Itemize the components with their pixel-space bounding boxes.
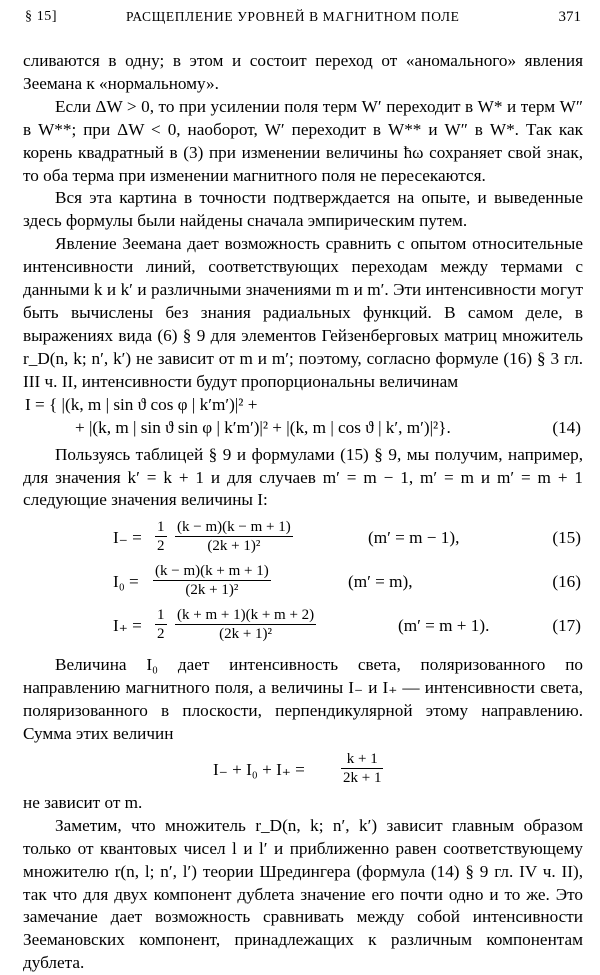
equation-16-lhs: I₀ = (113, 572, 139, 592)
equation-17-denominator: (2k + 1)² (219, 626, 273, 643)
equation-17-number: (17) (552, 616, 581, 636)
equation-17 (23, 604, 583, 648)
equation-14-part-2: + |(k, m | sin ϑ sin φ | k′m′)|² + |(k, m | cos ϑ | k′, m′)|²}. (75, 417, 451, 437)
equation-15-number: (15) (552, 528, 581, 548)
running-header (23, 9, 583, 33)
equation-15-fraction (175, 518, 293, 555)
page-number: 371 (558, 9, 581, 25)
paragraph-7: не зависит от m. (23, 792, 143, 812)
equation-15-lhs: I₋ = (113, 528, 142, 548)
paragraph-2: Если ΔW > 0, то при усилении поля терм W′ переходит в W* и терм W″ в W**; при ΔW < 0, наоборот, W′ переходит в W** и W″ в W*. Так как корень квадратный в (3) при изменении величины ħω сохраняет свой знак, то оба терма при изменении магнитного поля не пересекаются. (23, 96, 583, 185)
equation-15 (23, 516, 583, 560)
equation-15-condition: (m′ = m − 1), (368, 528, 460, 548)
equation-16-condition: (m′ = m), (348, 572, 413, 592)
equation-sum-numerator: k + 1 (341, 750, 383, 769)
equation-16-number: (16) (552, 572, 581, 592)
equation-14-number: (14) (552, 417, 581, 437)
equation-16-fraction (153, 562, 271, 599)
equation-sum (23, 748, 583, 792)
page-body (23, 50, 583, 975)
paragraph-5: Пользуясь таблицей § 9 и формулами (15) § 9, мы получим, например, для значения k′ = k + 1 и для случаев m′ = m − 1, m′ = m и m′ = m + 1 следующие значения величины I: (23, 444, 583, 510)
equation-sum-denominator: 2k + 1 (343, 769, 382, 786)
equation-16-denominator: (2k + 1)² (185, 582, 239, 599)
equation-15-denominator: (2k + 1)² (207, 538, 261, 555)
header-title: РАСЩЕПЛЕНИЕ УРОВНЕЙ В МАГНИТНОМ ПОЛЕ (126, 9, 460, 24)
equation-16 (23, 560, 583, 604)
equation-15-coef: $\frac{1}{2}$ (157, 519, 165, 555)
equation-sum-fraction (341, 750, 383, 787)
equation-17-coef: $\frac{1}{2}$ (157, 607, 165, 643)
equation-14-line-1 (23, 394, 583, 417)
paragraph-6: Величина I₀ дает интенсивность света, поляризованного по направлению магнитного поля, а величины I₋ и I₊ — интенсивности света, поляризованного в плоскости, перпендикулярной этому направлению. Сумма этих величин (23, 655, 583, 744)
equation-14-line-2 (23, 417, 583, 440)
paragraph-8: Заметим, что множитель r_D(n, k; n′, k′) зависит главным образом только от квантовых чисел l и l′ и приближенно равен соответствующему множителю r(n, l; n′, l′) теории Шредингера (формула (14) § 9 гл. IV ч. II), так что для двух компонент дублета значение его почти одно и то же. Это замечание дает возможность сравнивать между собой интенсивности Зеемановских компонент, принадлежащих к различным компонентам дублета. (23, 815, 583, 973)
equation-16-numerator: (k − m)(k + m + 1) (155, 563, 269, 580)
equation-17-numerator: (k + m + 1)(k + m + 2) (177, 607, 315, 624)
equation-17-lhs: I₊ = (113, 616, 142, 636)
equation-17-condition: (m′ = m + 1). (398, 616, 490, 636)
equation-14-part-1: I = { |(k, m | sin ϑ cos φ | k′m′)|² + (25, 394, 258, 414)
paragraph-1: сливаются в одну; в этом и состоит переход от «аномального» явления Зеемана к «нормальному». (23, 51, 583, 93)
section-ref: § 15] (25, 9, 58, 24)
equation-17-fraction (175, 606, 316, 643)
equation-15-numerator: (k − m)(k − m + 1) (177, 519, 291, 536)
paragraph-3: Вся эта картина в точности подтверждается на опыте, и выведенные здесь формулы были найдены сначала эмпирическим путем. (23, 188, 583, 231)
paragraph-4: Явление Зеемана дает возможность сравнить с опытом относительные интенсивности линий, соответствующих переходам между термами с данными k и k′ и различными значениями m и m′. Эти интенсивности могут быть вычислены без знания радиальных функций. В самом деле, в выражениях вида (6) § 9 для элементов Гейзенберговых матриц множитель r_D(n, k; n′, k′) не зависит от m и m′; поэтому, согласно формуле (16) § 3 гл. III ч. II, интенсивности будут пропорциональны величинам (23, 234, 583, 391)
equation-sum-lhs: I₋ + I₀ + I₊ = (213, 759, 305, 779)
